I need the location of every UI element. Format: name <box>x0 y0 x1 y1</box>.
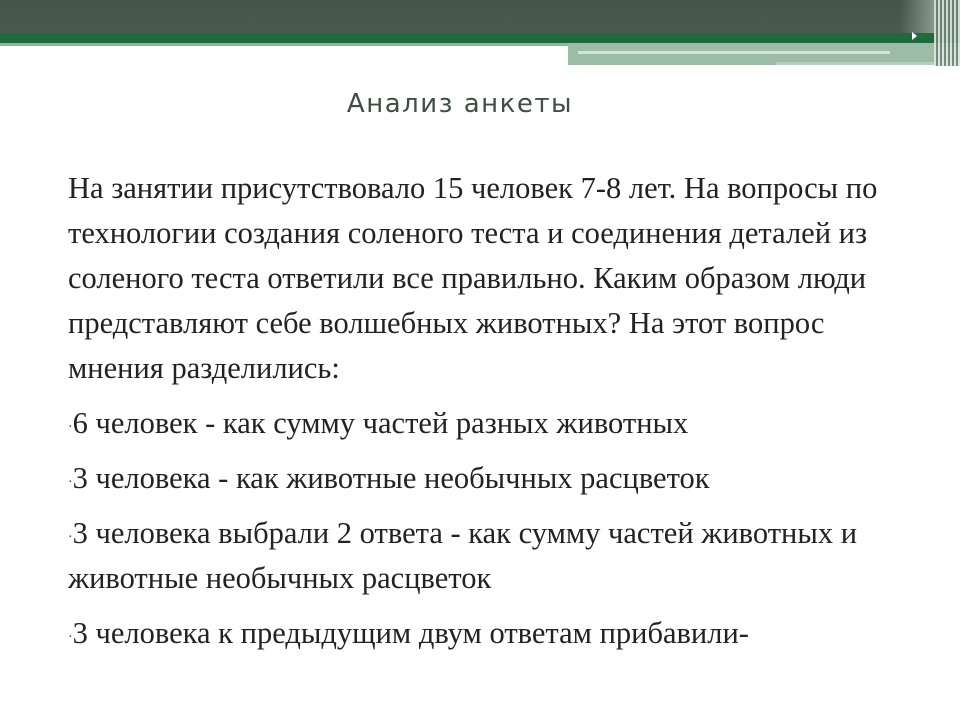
bullet-item-4 <box>68 611 918 656</box>
bullet-dot-icon: · <box>68 420 73 435</box>
bullet-text: 3 человека выбрали 2 ответа - как сумму частей животных и животные необычных расцветок <box>68 516 858 595</box>
bullet-item-3 <box>68 511 918 601</box>
header-green-stripe <box>0 33 960 43</box>
intro-paragraph: На занятии присутствовало 15 человек 7-8 лет. На вопросы по технологии создания соленого теста и соединения деталей из соленого теста ответили все правильно. Каким образом люди представляют себе волшебных животных? На этот вопрос мнения разделились: <box>68 171 878 385</box>
bullet-dot-icon: · <box>68 475 73 490</box>
header-accent-line <box>578 51 890 54</box>
header-corner-stripes <box>934 0 960 66</box>
bullet-dot-icon: · <box>68 530 73 545</box>
header-corner-fade <box>900 0 934 33</box>
corner-arrow-icon <box>912 32 917 40</box>
bullet-item-1 <box>68 401 918 446</box>
bullet-dot-icon: · <box>68 630 73 645</box>
header-band <box>0 0 960 33</box>
bullet-text: 3 человека - как животные необычных расцветок <box>72 461 710 495</box>
slide-title: Анализ анкеты <box>346 89 574 119</box>
slide-body <box>68 166 918 666</box>
header-accent-line-lower <box>776 62 960 65</box>
bullet-item-2 <box>68 456 918 501</box>
bullet-text: 3 человека к предыдущим двум ответам прибавили- <box>72 616 749 650</box>
bullet-text: 6 человек - как сумму частей разных животных <box>72 406 689 440</box>
